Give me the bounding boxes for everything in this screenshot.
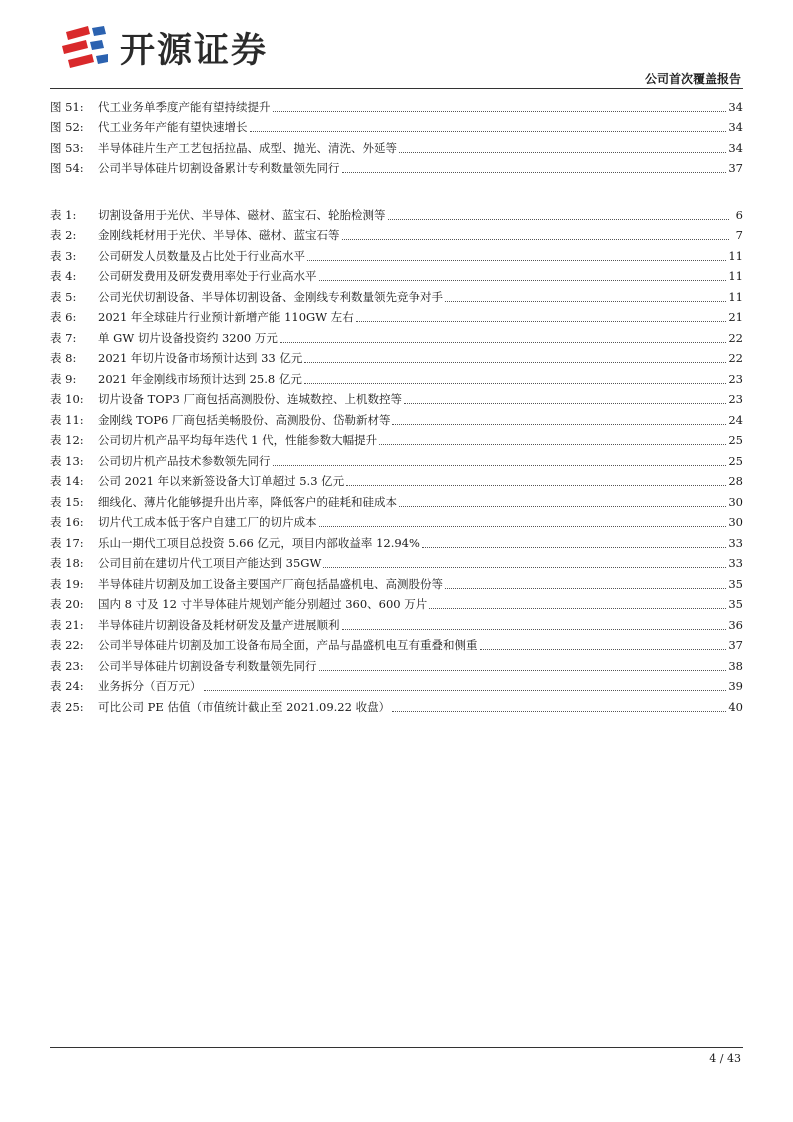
toc-dot-leader xyxy=(392,424,726,425)
toc-entry-title: 半导体硅片切割设备及耗材研发及量产进展顺利 xyxy=(98,617,340,632)
toc-dot-leader xyxy=(307,260,726,261)
table-toc-row[interactable] xyxy=(50,595,743,616)
toc-entry-title: 公司光伏切割设备、半导体切割设备、金刚线专利数量领先竞争对手 xyxy=(98,289,443,304)
toc-entry-label: 图 53: xyxy=(50,140,84,155)
toc-entry-title: 半导体硅片生产工艺包括拉晶、成型、抛光、清洗、外延等 xyxy=(98,140,397,155)
toc-entry-title: 2021 年切片设备市场预计达到 33 亿元 xyxy=(98,351,303,365)
toc-dot-leader xyxy=(304,383,727,384)
toc-dot-leader xyxy=(356,321,727,322)
toc-entry-title: 公司切片机产品技术参数领先同行 xyxy=(98,453,271,468)
toc-entry-label: 表 22: xyxy=(50,638,84,652)
toc-entry-label: 图 54: xyxy=(50,161,84,175)
toc-entry-label: 表 15: xyxy=(50,494,84,509)
toc-dot-leader xyxy=(319,280,727,281)
toc-dot-leader xyxy=(273,111,727,112)
toc-entry-label: 表 12: xyxy=(50,433,84,447)
toc-dot-leader xyxy=(250,131,727,132)
table-toc-row[interactable] xyxy=(50,308,743,329)
toc-dot-leader xyxy=(304,362,726,363)
toc-dot-leader xyxy=(273,465,727,466)
toc-entry-page: 34 xyxy=(728,99,743,114)
header-divider xyxy=(50,88,743,89)
toc-dot-leader xyxy=(429,608,726,609)
table-toc-row[interactable] xyxy=(50,205,743,226)
toc-entry-title: 乐山一期代工项目总投资 5.66 亿元，项目内部收益率 12.94% xyxy=(98,535,420,550)
table-toc-row[interactable] xyxy=(50,267,743,288)
toc-entry-title: 公司半导体硅片切割设备专利数量领先同行 xyxy=(98,658,317,673)
toc-entry-label: 表 13: xyxy=(50,453,84,468)
page-number: 4 / 43 xyxy=(709,1052,741,1065)
table-toc-row[interactable] xyxy=(50,246,743,267)
toc-dot-leader xyxy=(445,301,726,302)
toc-entry-label: 表 24: xyxy=(50,679,84,693)
toc-entry-title: 切片代工成本低于客户自建工厂的切片成本 xyxy=(98,515,317,529)
toc-entry-label: 表 4: xyxy=(50,269,77,283)
toc-entry-title: 公司 2021 年以来新签设备大订单超过 5.3 亿元 xyxy=(98,474,345,488)
toc-entry-label: 图 51: xyxy=(50,99,84,114)
toc-entry-label: 表 6: xyxy=(50,310,77,324)
toc-dot-leader xyxy=(399,506,726,507)
toc-entry-label: 表 17: xyxy=(50,535,84,550)
toc-entry-page: 30 xyxy=(728,515,743,529)
figure-toc-row[interactable] xyxy=(50,138,743,159)
toc-entry-page: 11 xyxy=(728,289,743,304)
toc-entry-title: 公司半导体硅片切割及加工设备布局全面，产品与晶盛机电互有重叠和侧重 xyxy=(98,638,478,652)
toc-entry-page: 11 xyxy=(728,248,743,263)
table-toc-row[interactable] xyxy=(50,513,743,534)
toc-entry-page: 37 xyxy=(728,161,743,175)
toc-entry-title: 公司研发人员数量及占比处于行业高水平 xyxy=(98,248,305,263)
toc-entry-label: 表 23: xyxy=(50,658,84,673)
toc-entry-label: 表 7: xyxy=(50,330,77,345)
toc-entry-label: 表 11: xyxy=(50,412,84,427)
toc-entry-page: 40 xyxy=(728,699,743,714)
figure-toc-row[interactable] xyxy=(50,97,743,118)
toc-entry-title: 可比公司 PE 估值（市值统计截止至 2021.09.22 收盘） xyxy=(98,699,391,714)
toc-entry-page: 22 xyxy=(728,351,743,365)
toc-dot-leader xyxy=(323,567,726,568)
table-toc-row[interactable] xyxy=(50,574,743,595)
toc-entry-title: 代工业务年产能有望快速增长 xyxy=(98,120,248,134)
table-toc-row[interactable] xyxy=(50,492,743,513)
toc-entry-label: 表 5: xyxy=(50,289,77,304)
toc-entry-title: 国内 8 寸及 12 寸半导体硅片规划产能分别超过 360、600 万片 xyxy=(98,597,428,611)
toc-dot-leader xyxy=(280,342,726,343)
toc-entry-page: 33 xyxy=(728,535,743,550)
toc-dot-leader xyxy=(388,219,730,220)
toc-entry-label: 表 21: xyxy=(50,617,84,632)
toc-entry-page: 23 xyxy=(728,392,743,406)
table-toc-row[interactable] xyxy=(50,328,743,349)
toc-entry-title: 代工业务单季度产能有望持续提升 xyxy=(98,99,271,114)
toc-entry-page: 39 xyxy=(728,679,743,693)
table-toc-row[interactable] xyxy=(50,349,743,370)
toc-entry-page: 22 xyxy=(728,330,743,345)
toc-entry-page: 35 xyxy=(728,597,743,611)
report-type-label: 公司首次覆盖报告 xyxy=(644,72,741,86)
toc-entry-page: 25 xyxy=(728,453,743,468)
table-toc-row[interactable] xyxy=(50,410,743,431)
toc-dot-leader xyxy=(399,152,726,153)
toc-entry-label: 表 2: xyxy=(50,228,77,242)
toc-entry-title: 切割设备用于光伏、半导体、磁材、蓝宝石、轮胎检测等 xyxy=(98,207,386,222)
toc-entry-title: 公司切片机产品平均每年迭代 1 代，性能参数大幅提升 xyxy=(98,433,378,447)
toc-entry-page: 30 xyxy=(728,494,743,509)
toc-entry-label: 表 3: xyxy=(50,248,77,263)
table-toc-row[interactable] xyxy=(50,615,743,636)
table-toc-row[interactable] xyxy=(50,390,743,411)
footer-divider xyxy=(50,1047,743,1048)
toc-entry-label: 表 14: xyxy=(50,474,84,488)
toc-dot-leader xyxy=(342,172,727,173)
table-toc-row[interactable] xyxy=(50,431,743,452)
toc-entry-label: 图 52: xyxy=(50,120,84,134)
toc-entry-label: 表 18: xyxy=(50,556,84,570)
toc-entry-title: 公司半导体硅片切割设备累计专利数量领先同行 xyxy=(98,161,340,175)
table-toc-row[interactable] xyxy=(50,472,743,493)
toc-entry-title: 公司研发费用及研发费用率处于行业高水平 xyxy=(98,269,317,283)
toc-dot-leader xyxy=(404,403,726,404)
toc-entry-title: 金刚线 TOP6 厂商包括美畅股份、高测股份、岱勒新材等 xyxy=(98,412,391,427)
toc-entry-page: 6 xyxy=(735,207,743,222)
toc-entry-title: 细线化、薄片化能够提升出片率，降低客户的硅耗和硅成本 xyxy=(98,494,397,509)
table-toc-row[interactable] xyxy=(50,451,743,472)
toc-entry-title: 公司目前在建切片代工项目产能达到 35GW xyxy=(98,556,322,570)
toc-entry-label: 表 25: xyxy=(50,699,84,714)
toc-dot-leader xyxy=(342,629,727,630)
toc-entry-title: 业务拆分（百万元） xyxy=(98,679,202,693)
toc-entry-title: 单 GW 切片设备投资约 3200 万元 xyxy=(98,330,278,345)
toc-entry-title: 2021 年全球硅片行业预计新增产能 110GW 左右 xyxy=(98,310,354,324)
toc-entry-page: 38 xyxy=(728,658,743,673)
toc-entry-page: 21 xyxy=(728,310,743,324)
figure-toc-row[interactable] xyxy=(50,118,743,139)
toc-entry-title: 切片设备 TOP3 厂商包括高测股份、连城数控、上机数控等 xyxy=(98,392,402,406)
toc-entry-page: 7 xyxy=(735,228,743,242)
toc-entry-page: 28 xyxy=(728,474,743,488)
toc-dot-leader xyxy=(204,690,727,691)
toc-entry-page: 35 xyxy=(728,576,743,591)
toc-dot-leader xyxy=(392,711,726,712)
table-toc-row[interactable] xyxy=(50,369,743,390)
logo-mark-icon xyxy=(58,24,110,72)
table-toc-row[interactable] xyxy=(50,554,743,575)
table-toc-row[interactable] xyxy=(50,287,743,308)
toc-dot-leader xyxy=(319,670,727,671)
toc-entry-label: 表 16: xyxy=(50,515,84,529)
toc-dot-leader xyxy=(480,649,727,650)
toc-entry-label: 表 10: xyxy=(50,392,84,406)
toc-entry-title: 半导体硅片切割及加工设备主要国产厂商包括晶盛机电、高测股份等 xyxy=(98,576,443,591)
table-toc-row[interactable] xyxy=(50,226,743,247)
toc-dot-leader xyxy=(346,485,726,486)
toc-entry-page: 24 xyxy=(728,412,743,427)
toc-dot-leader xyxy=(342,239,730,240)
toc-entry-page: 33 xyxy=(728,556,743,570)
table-list xyxy=(50,205,743,718)
figure-toc-row[interactable] xyxy=(50,159,743,180)
toc-entry-page: 34 xyxy=(728,120,743,134)
toc-dot-leader xyxy=(445,588,726,589)
toc-entry-label: 表 1: xyxy=(50,207,77,222)
toc-entry-page: 36 xyxy=(728,617,743,632)
table-toc-row[interactable] xyxy=(50,697,743,718)
toc-dot-leader xyxy=(379,444,726,445)
table-toc-row[interactable] xyxy=(50,636,743,657)
toc-dot-leader xyxy=(319,526,727,527)
toc-entry-label: 表 8: xyxy=(50,351,77,365)
table-toc-row[interactable] xyxy=(50,677,743,698)
toc-entry-title: 2021 年金刚线市场预计达到 25.8 亿元 xyxy=(98,371,302,386)
toc-entry-page: 37 xyxy=(728,638,743,652)
toc-entry-page: 34 xyxy=(728,140,743,155)
toc-entry-page: 25 xyxy=(728,433,743,447)
company-name: 开源证券 xyxy=(120,31,269,71)
table-toc-row[interactable] xyxy=(50,656,743,677)
toc-entry-page: 23 xyxy=(728,371,743,386)
company-logo xyxy=(58,22,268,74)
toc-entry-title: 金刚线耗材用于光伏、半导体、磁材、蓝宝石等 xyxy=(98,228,340,242)
toc-entry-label: 表 20: xyxy=(50,597,84,611)
toc-entry-label: 表 19: xyxy=(50,576,84,591)
table-toc-row[interactable] xyxy=(50,533,743,554)
toc-entry-page: 11 xyxy=(728,269,743,283)
toc-entry-label: 表 9: xyxy=(50,371,77,386)
figure-list xyxy=(50,97,743,179)
toc-dot-leader xyxy=(422,547,726,548)
